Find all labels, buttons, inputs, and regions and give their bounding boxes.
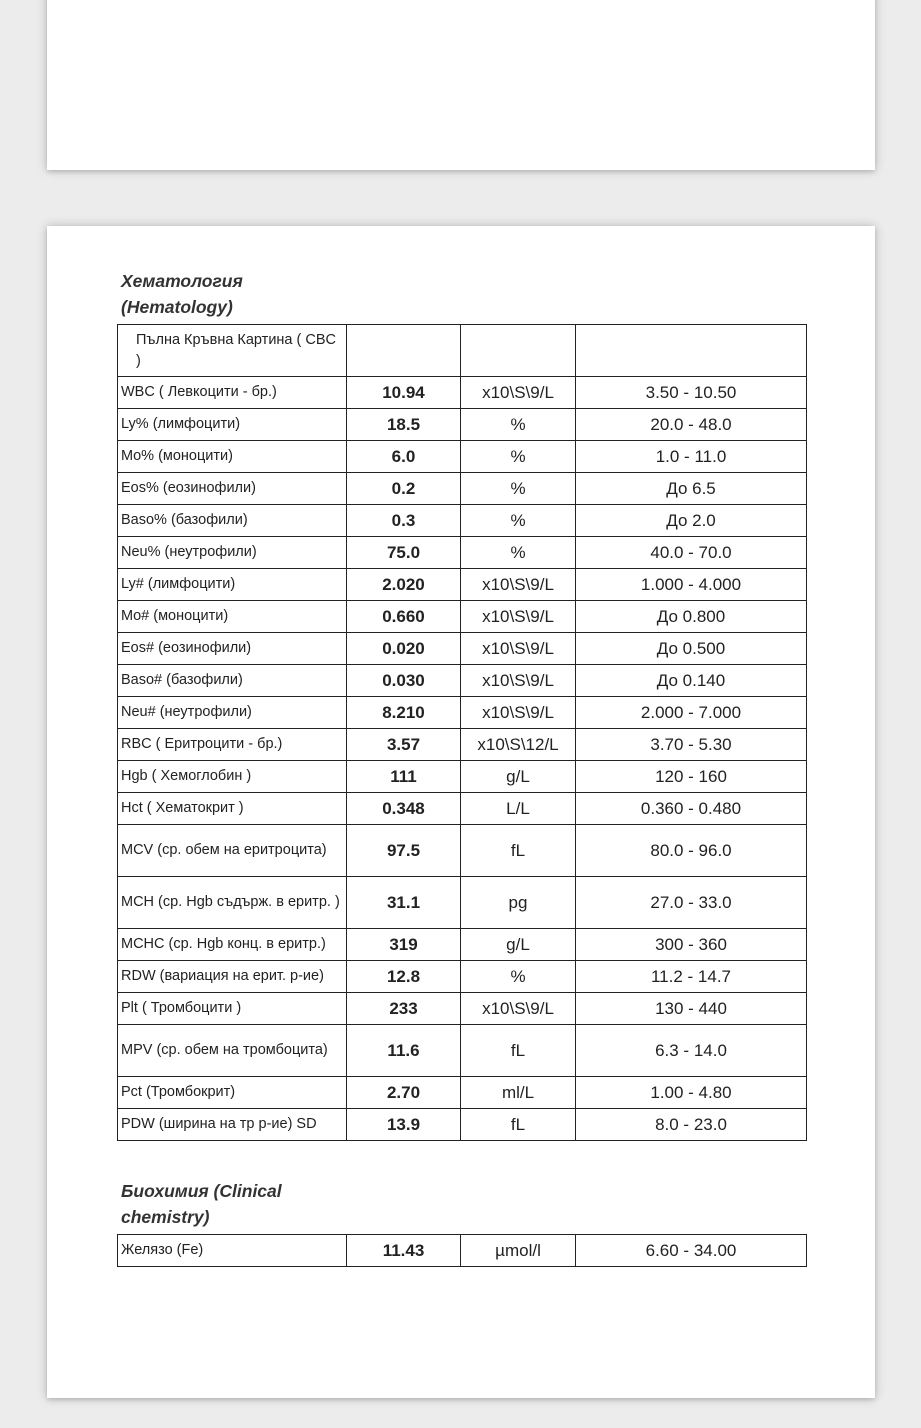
unit-cell: x10\S\9/L — [461, 993, 576, 1025]
reference-range-cell: 8.0 - 23.0 — [576, 1109, 807, 1141]
result-value-cell: 0.2 — [347, 473, 461, 505]
unit-cell: g/L — [461, 761, 576, 793]
test-name-cell: Желязо (Fe) — [118, 1235, 347, 1267]
reference-range-cell: 1.0 - 11.0 — [576, 441, 807, 473]
unit-cell: % — [461, 505, 576, 537]
reference-range-cell: 3.50 - 10.50 — [576, 377, 807, 409]
result-value-cell: 12.8 — [347, 961, 461, 993]
table-row — [118, 961, 807, 993]
result-value-cell: 10.94 — [347, 377, 461, 409]
unit-cell: x10\S\9/L — [461, 697, 576, 729]
table-row — [118, 929, 807, 961]
biochemistry-title-line2: chemistry) — [121, 1207, 210, 1227]
unit-cell: % — [461, 537, 576, 569]
hematology-title-line2: (Hematology) — [121, 297, 233, 317]
test-name-cell: MCV (ср. обем на еритроцита) — [118, 825, 347, 877]
empty-cell — [461, 325, 576, 377]
test-name-cell: RBC ( Еритроцити - бр.) — [118, 729, 347, 761]
unit-cell: fL — [461, 1025, 576, 1077]
test-name-cell: WBC ( Левкоцити - бр.) — [118, 377, 347, 409]
test-name-cell: MPV (ср. обем на тромбоцита) — [118, 1025, 347, 1077]
result-value-cell: 31.1 — [347, 877, 461, 929]
hematology-table — [117, 324, 807, 1141]
reference-range-cell: 6.3 - 14.0 — [576, 1025, 807, 1077]
table-row — [118, 697, 807, 729]
test-name-cell: Neu# (неутрофили) — [118, 697, 347, 729]
unit-cell: µmol/l — [461, 1235, 576, 1267]
unit-cell: g/L — [461, 929, 576, 961]
test-name-cell: Hgb ( Хемоглобин ) — [118, 761, 347, 793]
table-row — [118, 1025, 807, 1077]
result-value-cell: 2.70 — [347, 1077, 461, 1109]
reference-range-cell: 40.0 - 70.0 — [576, 537, 807, 569]
unit-cell: fL — [461, 1109, 576, 1141]
test-name-cell: Pct (Тромбокрит) — [118, 1077, 347, 1109]
table-row — [118, 569, 807, 601]
test-name-cell: Eos% (еозинофили) — [118, 473, 347, 505]
table-row — [118, 1077, 807, 1109]
result-value-cell: 3.57 — [347, 729, 461, 761]
table-row — [118, 993, 807, 1025]
test-name-cell: Mo% (моноцити) — [118, 441, 347, 473]
report-page — [47, 226, 875, 1398]
test-name-cell: Plt ( Тромбоцити ) — [118, 993, 347, 1025]
table-row — [118, 409, 807, 441]
test-name-cell: Baso# (базофили) — [118, 665, 347, 697]
test-name-cell: Ly% (лимфоцити) — [118, 409, 347, 441]
result-value-cell: 111 — [347, 761, 461, 793]
result-value-cell: 0.3 — [347, 505, 461, 537]
reference-range-cell: 27.0 - 33.0 — [576, 877, 807, 929]
test-name-cell: Neu% (неутрофили) — [118, 537, 347, 569]
reference-range-cell: До 6.5 — [576, 473, 807, 505]
test-name-cell: MCH (ср. Hgb съдърж. в еритр. ) — [118, 877, 347, 929]
reference-range-cell: 120 - 160 — [576, 761, 807, 793]
biochemistry-title-line1: Биохимия (Clinical — [121, 1181, 282, 1201]
reference-range-cell: 300 - 360 — [576, 929, 807, 961]
unit-cell: % — [461, 961, 576, 993]
test-name-cell: Ly# (лимфоцити) — [118, 569, 347, 601]
empty-cell — [347, 325, 461, 377]
unit-cell: x10\S\9/L — [461, 665, 576, 697]
unit-cell: L/L — [461, 793, 576, 825]
result-value-cell: 6.0 — [347, 441, 461, 473]
table-row — [118, 825, 807, 877]
test-name-cell: PDW (ширина на тр р-ие) SD — [118, 1109, 347, 1141]
table-row — [118, 729, 807, 761]
unit-cell: % — [461, 409, 576, 441]
reference-range-cell: 0.360 - 0.480 — [576, 793, 807, 825]
reference-range-cell: 20.0 - 48.0 — [576, 409, 807, 441]
result-value-cell: 0.660 — [347, 601, 461, 633]
empty-cell — [576, 325, 807, 377]
result-value-cell: 0.020 — [347, 633, 461, 665]
result-value-cell: 75.0 — [347, 537, 461, 569]
table-row — [118, 633, 807, 665]
table-row — [118, 761, 807, 793]
reference-range-cell: 80.0 - 96.0 — [576, 825, 807, 877]
result-value-cell: 2.020 — [347, 569, 461, 601]
unit-cell: x10\S\12/L — [461, 729, 576, 761]
hematology-section-title — [121, 268, 371, 320]
unit-cell: x10\S\9/L — [461, 633, 576, 665]
reference-range-cell: До 0.500 — [576, 633, 807, 665]
reference-range-cell: 1.00 - 4.80 — [576, 1077, 807, 1109]
table-row — [118, 601, 807, 633]
test-name-cell: Mo# (моноцити) — [118, 601, 347, 633]
hematology-title-line1: Хематология — [121, 271, 243, 291]
reference-range-cell: 1.000 - 4.000 — [576, 569, 807, 601]
result-value-cell: 18.5 — [347, 409, 461, 441]
result-value-cell: 13.9 — [347, 1109, 461, 1141]
result-value-cell: 11.43 — [347, 1235, 461, 1267]
test-name-cell: Hct ( Хематокрит ) — [118, 793, 347, 825]
unit-cell: % — [461, 473, 576, 505]
table-row — [118, 505, 807, 537]
result-value-cell: 0.030 — [347, 665, 461, 697]
previous-page — [47, 0, 875, 170]
unit-cell: x10\S\9/L — [461, 377, 576, 409]
test-name-cell: MCHC (ср. Hgb конц. в еритр.) — [118, 929, 347, 961]
table-row — [118, 877, 807, 929]
table-row — [118, 1109, 807, 1141]
reference-range-cell: 2.000 - 7.000 — [576, 697, 807, 729]
table-row — [118, 473, 807, 505]
result-value-cell: 8.210 — [347, 697, 461, 729]
reference-range-cell: 130 - 440 — [576, 993, 807, 1025]
table-row — [118, 793, 807, 825]
table-header-row — [118, 325, 807, 377]
cbc-header: Пълна Кръвна Картина ( CBC ) — [118, 325, 347, 377]
result-value-cell: 233 — [347, 993, 461, 1025]
reference-range-cell: 11.2 - 14.7 — [576, 961, 807, 993]
reference-range-cell: До 2.0 — [576, 505, 807, 537]
table-row — [118, 377, 807, 409]
reference-range-cell: 3.70 - 5.30 — [576, 729, 807, 761]
unit-cell: fL — [461, 825, 576, 877]
result-value-cell: 319 — [347, 929, 461, 961]
table-row — [118, 441, 807, 473]
reference-range-cell: До 0.140 — [576, 665, 807, 697]
unit-cell: x10\S\9/L — [461, 569, 576, 601]
biochemistry-section-title — [121, 1178, 371, 1230]
result-value-cell: 97.5 — [347, 825, 461, 877]
unit-cell: % — [461, 441, 576, 473]
biochemistry-table — [117, 1234, 807, 1267]
test-name-cell: RDW (вариация на ерит. р-ие) — [118, 961, 347, 993]
reference-range-cell: До 0.800 — [576, 601, 807, 633]
unit-cell: x10\S\9/L — [461, 601, 576, 633]
unit-cell: pg — [461, 877, 576, 929]
test-name-cell: Baso% (базофили) — [118, 505, 347, 537]
result-value-cell: 11.6 — [347, 1025, 461, 1077]
reference-range-cell: 6.60 - 34.00 — [576, 1235, 807, 1267]
table-row — [118, 665, 807, 697]
table-row — [118, 1235, 807, 1267]
unit-cell: ml/L — [461, 1077, 576, 1109]
result-value-cell: 0.348 — [347, 793, 461, 825]
table-row — [118, 537, 807, 569]
test-name-cell: Eos# (еозинофили) — [118, 633, 347, 665]
